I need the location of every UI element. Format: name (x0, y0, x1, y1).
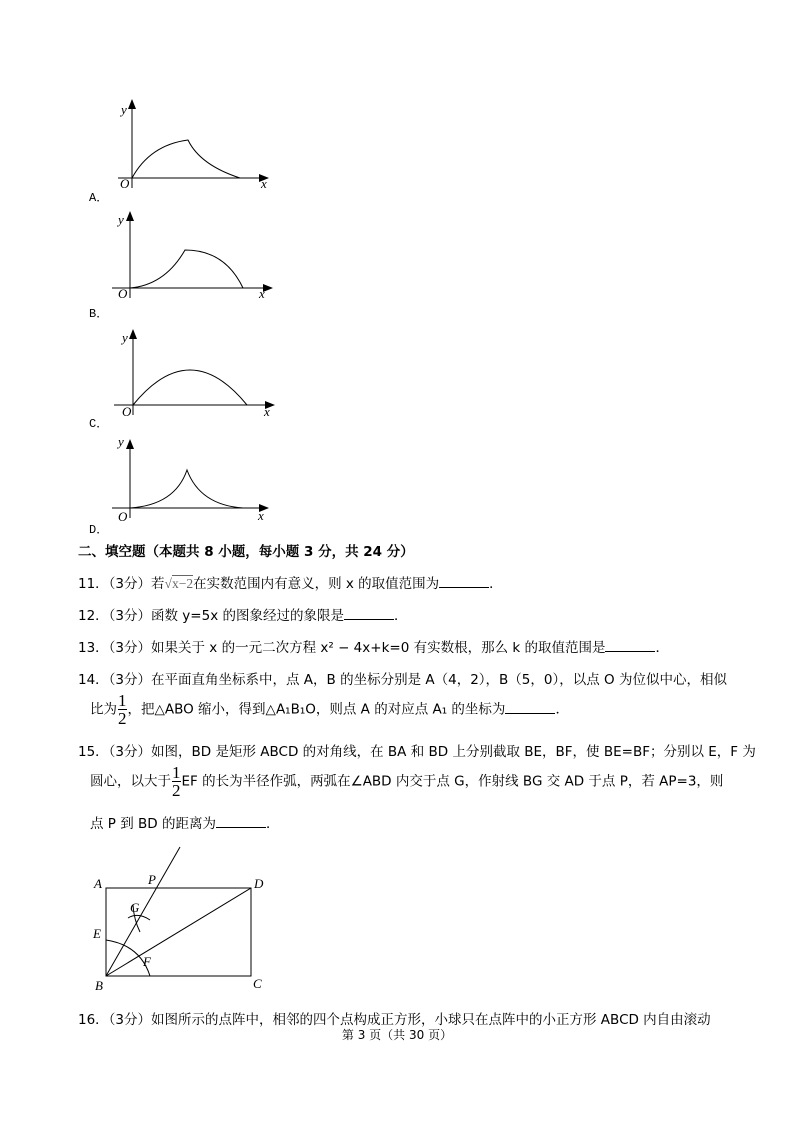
graph-b (112, 212, 272, 298)
svg-text:O: O (122, 404, 132, 419)
svg-text:A: A (94, 876, 102, 891)
svg-text:x: x (259, 286, 265, 301)
fraction: $\frac{1}{2}$ (118, 691, 127, 728)
svg-text:O: O (118, 286, 128, 301)
svg-text:P: P (148, 872, 156, 887)
graph-c (114, 330, 274, 415)
q11-suffix: 在实数范围内有意义，则 x 的取值范围为 (193, 576, 440, 592)
question-15-line1: 15．（3分）如图，BD 是矩形 ABCD 的对角线，在 BA 和 BD 上分别截取 BE，BF，使 BE=BF；分别以 E，F 为 (78, 744, 756, 760)
answer-blank[interactable] (605, 639, 655, 652)
question-15-line2: 圆心，以大于 $\frac{1}{2}$ EF 的长为半径作弧，两弧在∠ABD 内交于点 G，作射线 BG 交 AD 于点 P，若 AP=3，则 (90, 763, 724, 800)
svg-text:G: G (130, 900, 140, 915)
svg-text:D: D (254, 876, 264, 891)
svg-text:x: x (261, 176, 267, 191)
option-c-label: C． (89, 417, 109, 431)
graph-a (118, 100, 268, 188)
svg-text:C: C (253, 976, 262, 991)
question-12: 12．（3分）函数 y=5x 的图象经过的象限是 ． (78, 608, 408, 624)
question-13: 13．（3分）如果关于 x 的一元二次方程 x² − 4x+k=0 有实数根，那么 k 的取值范围是 ． (78, 640, 669, 656)
svg-text:B: B (95, 978, 103, 993)
question-15-line3: 点 P 到 BD 的距离为 ． (90, 816, 280, 832)
svg-text:O: O (120, 176, 130, 191)
svg-text:F: F (143, 954, 151, 969)
answer-blank[interactable] (344, 607, 394, 620)
question-11: 11．（3分）若√x−2在实数范围内有意义，则 x 的取值范围为 ． (78, 576, 503, 592)
svg-text:y: y (121, 102, 127, 117)
option-b-label: B． (89, 307, 109, 321)
answer-blank[interactable] (505, 701, 555, 714)
question-14-line1: 14．（3分）在平面直角坐标系中，点 A，B 的坐标分别是 A（4，2），B（5，0），以点 O 为位似中心，相似 (78, 672, 727, 688)
graph-d (112, 440, 268, 518)
answer-blank[interactable] (439, 575, 489, 588)
option-d-label: D． (89, 523, 109, 537)
section-title: 二、填空题（本题共 8 小题，每小题 3 分，共 24 分） (78, 544, 414, 560)
answer-blank[interactable] (216, 815, 266, 828)
option-a-label: A． (89, 191, 109, 205)
svg-text:x: x (264, 404, 270, 419)
svg-text:O: O (118, 509, 128, 524)
fraction: $\frac{1}{2}$ (172, 763, 181, 800)
svg-text:y: y (118, 212, 124, 227)
question-16: 16．（3分）如图所示的点阵中，相邻的四个点构成正方形，小球只在点阵中的小正方形 ABCD 内自由滚动 (78, 1012, 711, 1028)
svg-text:y: y (122, 330, 128, 345)
sqrt-expression: √x−2 (164, 576, 194, 591)
svg-text:y: y (118, 434, 124, 449)
question-14-line2: 比为 $\frac{1}{2}$ ，把△ABO 缩小，得到△A₁B₁O，则点 A 的对应点 A₁ 的坐标为 ． (90, 691, 569, 728)
figure-15 (106, 847, 251, 976)
page-footer: 第 3 页（共 30 页） (341, 1028, 453, 1042)
axis-labels (116, 102, 270, 524)
svg-text:E: E (93, 926, 101, 941)
svg-text:x: x (258, 508, 264, 523)
q11-prefix: 11．（3分）若 (78, 576, 165, 592)
